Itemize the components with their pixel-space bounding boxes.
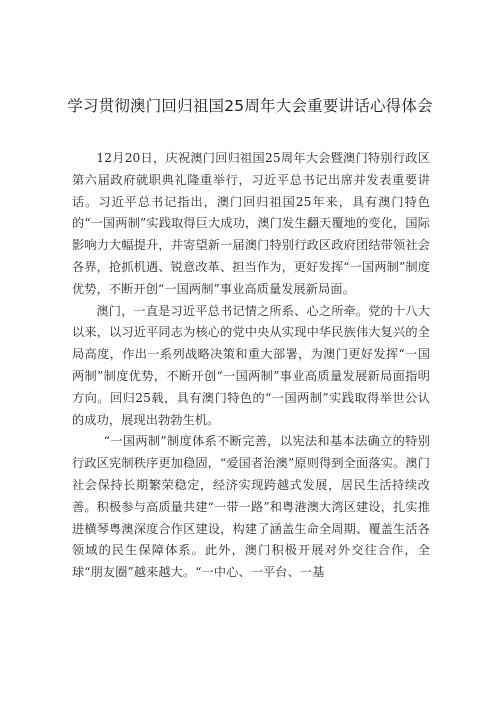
paragraph: 12月20日，庆祝澳门回归祖国25周年大会暨澳门特别行政区第六届政府就职典礼隆重举行，习近平总书记出席并发表重要讲话。习近平总书记指出，澳门回归祖国25年来，具有澳门特色的“一国两制”实践取得巨大成功，澳门发生翻天覆地的变化，国际影响力大幅提升，并寄望新一届澳门特别行政区政府团结带领社会各界，抢抓机遇、锐意改革、担当作为，更好发挥“一国两制”制度优势，不断开创“一国两制”事业高质量发展新局面。 — [72, 151, 430, 296]
document-body — [72, 148, 430, 584]
document-title: 学习贯彻澳门回归祖国25周年大会重要讲话心得体会 — [67, 97, 433, 115]
paragraph: “一国两制”制度体系不断完善，以宪法和基本法确立的特别行政区宪制秩序更加稳固，“爱国者治澳”原则得到全面落实。澳门社会保持长期繁荣稳定，经济实现跨越式发展，居民生活持续改善。积极参与高质量共建“一带一路”和粤港澳大湾区建设，扎实推进横琴粤澳深度合作区建设，构建了涵盖生命全周期、覆盖生活各领域的民生保障体系。此外，澳门积极开展对外交往合作，全球“朋友圈”越来越大。“一中心、一平台、一基 — [72, 434, 430, 580]
paragraph: 澳门，一直是习近平总书记情之所系、心之所牵。党的十八大以来，以习近平同志为核心的党中央从实现中华民族伟大复兴的全局高度，作出一系列战略决策和重大部署，为澳门更好发挥“一国两制”制度优势，不断开创“一国两制”事业高质量发展新局面指明方向。回归25载，具有澳门特色的“一国两制”实践取得举世公认的成功，展现出勃勃生机。 — [72, 303, 430, 427]
